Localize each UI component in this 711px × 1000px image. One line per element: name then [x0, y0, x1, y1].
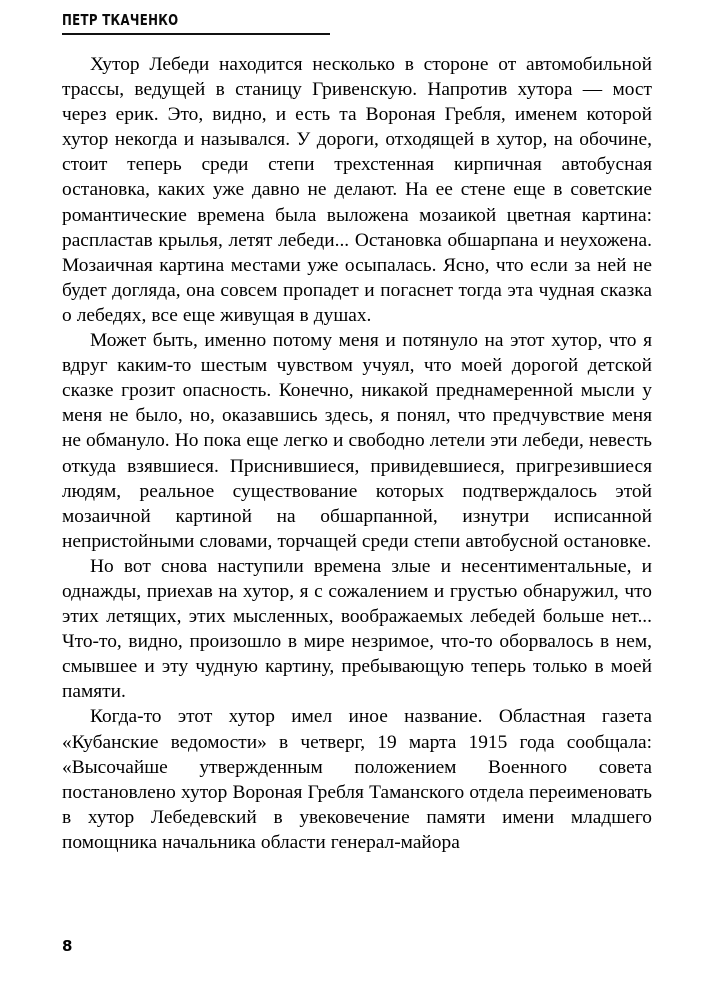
header-rule: [62, 33, 330, 35]
running-header-author: ПЕТР ТКАЧЕНКО: [62, 11, 179, 29]
body-text-block: [62, 52, 652, 855]
paragraph: Хутор Лебеди находится несколько в стороне от автомобильной трассы, ведущей в станицу Гривенскую. Напротив хутора — мост через ерик. Это, видно, и есть та Вороная Гребля, именем которой хутор некогда и назывался. У дороги, отходящей в хутор, на обочине, стоит теперь среди степи трехстенная кирпичная автобусная остановка, каких уже давно не делают. На ее стене еще в советские романтические времена была выложена мозаикой цветная картина: распластав крылья, летят лебеди... Остановка обшарпана и неухожена. Мозаичная картина местами уже осыпалась. Ясно, что если за ней не будет догляда, она совсем пропадет и погаснет тогда эта чудная сказка о лебедях, все еще живущая в душах.: [62, 54, 652, 326]
page-number: 8: [62, 937, 73, 955]
paragraph: Но вот снова наступили времена злые и несентиментальные, и однажды, приехав на хутор, я с сожалением и грустью обнаружил, что этих летящих, этих мысленных, воображаемых лебедей больше нет... Что-то, видно, произошло в мире незримое, что-то оборвалось в нем, смывшее и эту чудную картину, пребывающую теперь только в моей памяти.: [62, 555, 652, 703]
paragraph: Может быть, именно потому меня и потянуло на этот хутор, что я вдруг каким-то шестым чувством учуял, что моей дорогой детской сказке грозит опасность. Конечно, никакой преднамеренной мысли у меня не было, но, оказавшись здесь, я понял, что предчувствие меня не обмануло. Но пока еще легко и свободно летели эти лебеди, невесть откуда взявшиеся. Приснившиеся, привидевшиеся, пригрезившиеся людям, реальное существование которых подтверждалось этой мозаичной картиной на обшарпанной, изнутри исписанной непристойными словами, торчащей среди степи автобусной остановке.: [62, 330, 652, 552]
running-header: [62, 12, 652, 35]
paragraph: Когда-то этот хутор имел иное название. Областная газета «Кубанские ведомости» в четверг, 19 марта 1915 года сообщала: «Высочайше утвержденным положением Военного совета постановлено хутор Вороная Гребля Таманского отдела переименовать в хутор Лебедевский в увековечение памяти имени младшего помощника начальника области генерал-майора: [62, 706, 652, 853]
